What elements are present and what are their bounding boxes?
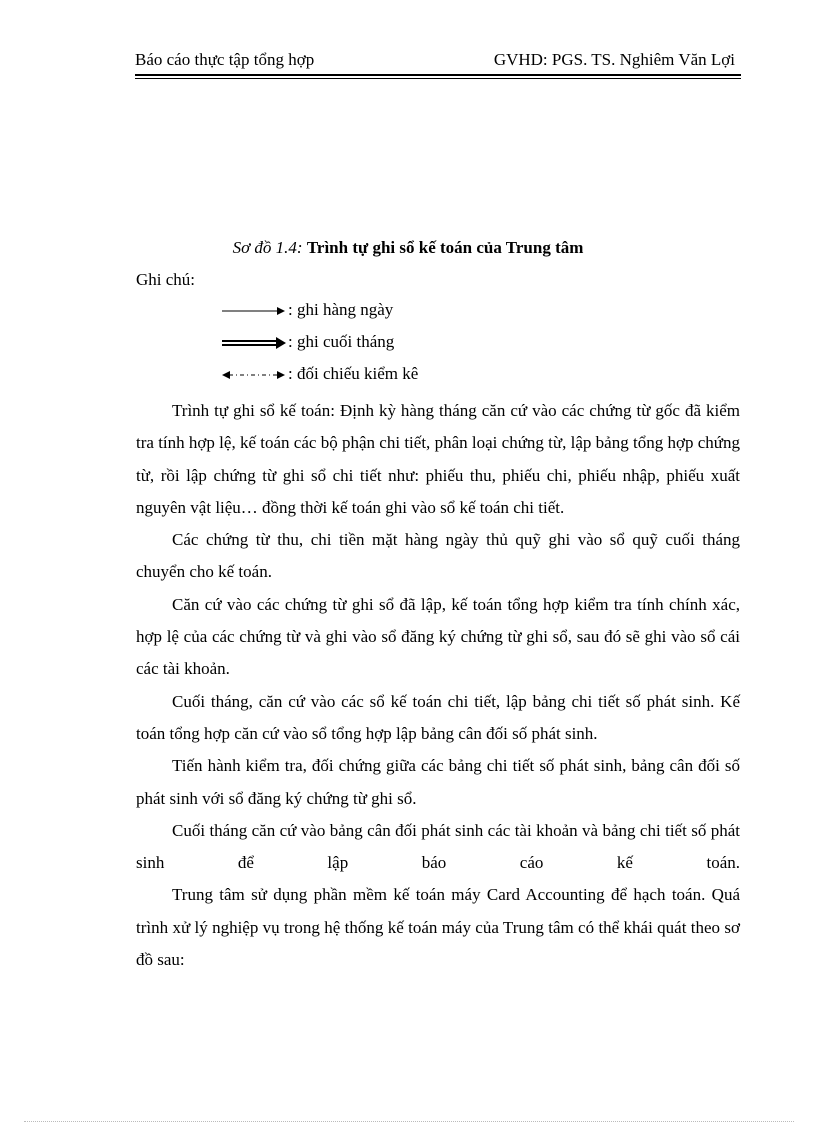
paragraph-reconciliation: Tiến hành kiểm tra, đối chứng giữa các bảng chi tiết số phát sinh, bảng cân đối số phát sinh với sổ đăng ký chứng từ ghi sổ. [136,756,740,808]
paragraph-software: Trung tâm sử dụng phần mềm kế toán máy Card Accounting để hạch toán. Quá trình xử lý nghiệp vụ trong hệ thống kế toán máy của Trung tâm có thể khái quát theo sơ đồ sau: [136,885,740,970]
header-report-title: Báo cáo thực tập tổng hợp [135,50,315,69]
page-header [135,50,741,72]
page-bottom-border [24,1121,794,1122]
figure-caption: Trình tự ghi sổ kế toán của Trung tâm [306,238,584,257]
double-arrow-icon [222,336,286,350]
header-advisor: GVHD: PGS. TS. Nghiêm Văn Lợi [493,50,735,69]
paragraph-month-end-detail: Cuối tháng, căn cứ vào các sổ kế toán chi tiết, lập bảng chi tiết số phát sinh. Kế toán tổng hợp căn cứ vào sổ tổng hợp lập bảng cân đối số phát sinh. [136,691,740,743]
note-label: Ghi chú: [136,270,196,289]
header-rule-thin [135,78,741,79]
paragraph-cash-vouchers: Các chứng từ thu, chi tiền mặt hàng ngày thủ quỹ ghi vào sổ quỹ cuối tháng chuyển cho kế toán. [136,530,740,582]
legend-label: : ghi cuối tháng [288,332,395,351]
paragraph-procedure: Trình tự ghi sổ kế toán: Định kỳ hàng tháng căn cứ vào các chứng từ gốc đã kiểm tra tính hợp lệ, kế toán các bộ phận chi tiết, phân loại chứng từ, lập bảng tổng hợp chứng từ, rồi lập chứng từ ghi sổ chi tiết như: phiếu thu, phiếu chi, phiếu nhập, phiếu xuất nguyên vật liệu… đồng thời kế toán ghi vào sổ kế toán chi tiết. [136,401,740,517]
legend-label: : đối chiếu kiểm kê [288,364,419,383]
body-text [136,395,740,976]
paragraph-voucher-register: Căn cứ vào các chứng từ ghi sổ đã lập, kế toán tổng hợp kiểm tra tính chính xác, hợp lệ của các chứng từ và ghi vào sổ đăng ký chứng từ ghi sổ, sau đó sẽ ghi vào sổ cái các tài khoản. [136,594,740,679]
figure-number: Sơ đồ 1.4: [232,238,303,257]
header-rule-thick [135,74,741,76]
paragraph-financial-report: Cuối tháng căn cứ vào bảng cân đối phát sinh các tài khoản và bảng chi tiết số phát sinh để lập báo cáo kế toán. [136,820,740,873]
legend-label: : ghi hàng ngày [288,300,394,319]
single-arrow-icon [222,304,286,318]
dashed-bidirectional-arrow-icon [222,368,286,382]
figure-title [0,238,816,258]
